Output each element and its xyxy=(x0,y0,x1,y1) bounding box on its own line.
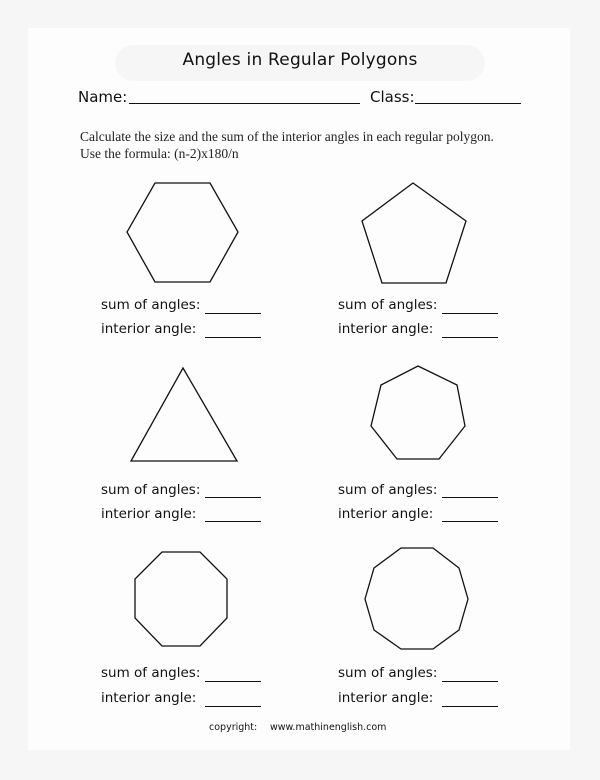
heptagon-shape xyxy=(371,366,465,459)
pentagon-interior-blank[interactable] xyxy=(442,337,498,338)
heptagon-sum-label: sum of angles: xyxy=(338,482,438,498)
hexagon-shape xyxy=(127,183,238,282)
octagon-sum-blank[interactable] xyxy=(205,681,261,682)
triangle-sum-blank[interactable] xyxy=(205,497,261,498)
hexagon-interior-blank[interactable] xyxy=(205,337,261,338)
hexagon-interior-label: interior angle: xyxy=(101,321,197,337)
copyright-label: copyright: xyxy=(209,722,258,733)
heptagon-interior-blank[interactable] xyxy=(442,521,498,522)
heptagon-sum-blank[interactable] xyxy=(442,497,498,498)
pentagon-interior-label: interior angle: xyxy=(338,321,434,337)
decagon-interior-blank[interactable] xyxy=(442,706,498,707)
heptagon-interior-label: interior angle: xyxy=(338,506,434,522)
name-label: Name: xyxy=(78,88,128,106)
instruction-line-2: Use the formula: (n-2)x180/n xyxy=(80,146,239,161)
pentagon-shape xyxy=(362,183,466,283)
pentagon-sum-label: sum of angles: xyxy=(338,297,438,313)
octagon-shape xyxy=(135,552,227,646)
decagon-shape xyxy=(365,548,468,649)
worksheet-title: Angles in Regular Polygons xyxy=(182,50,418,70)
hexagon-sum-blank[interactable] xyxy=(205,313,261,314)
octagon-sum-label: sum of angles: xyxy=(101,665,201,681)
decagon-interior-label: interior angle: xyxy=(338,690,434,706)
triangle-interior-blank[interactable] xyxy=(205,521,261,522)
decagon-sum-blank[interactable] xyxy=(442,681,498,682)
pentagon-sum-blank[interactable] xyxy=(442,313,498,314)
triangle-interior-label: interior angle: xyxy=(101,506,197,522)
class-label: Class: xyxy=(370,88,415,106)
instruction-line-1: Calculate the size and the sum of the interior angles in each regular polygon. xyxy=(80,129,494,144)
octagon-interior-label: interior angle: xyxy=(101,690,197,706)
decagon-sum-label: sum of angles: xyxy=(338,665,438,681)
triangle-shape xyxy=(131,368,237,461)
octagon-interior-blank[interactable] xyxy=(205,706,261,707)
triangle-sum-label: sum of angles: xyxy=(101,482,201,498)
copyright-link[interactable]: www.mathinenglish.com xyxy=(270,722,387,733)
hexagon-sum-label: sum of angles: xyxy=(101,297,201,313)
